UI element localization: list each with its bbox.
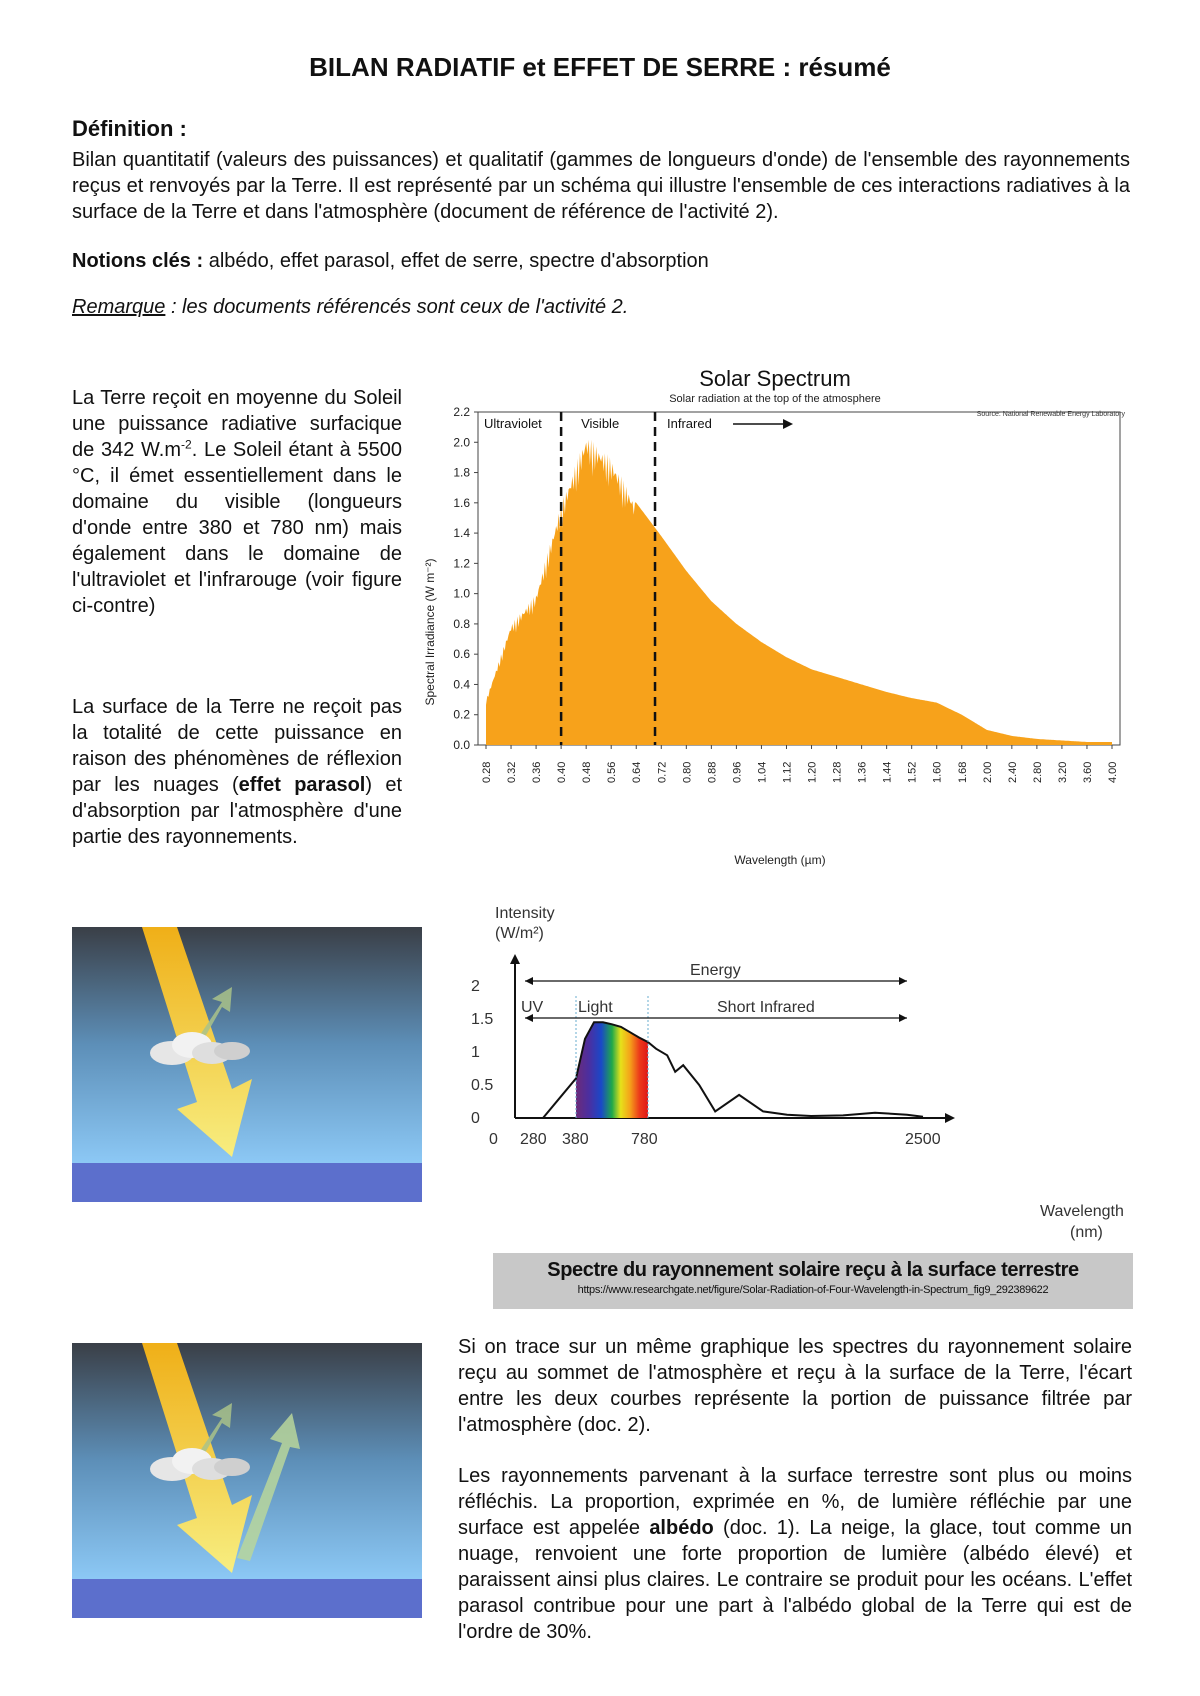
chart1-xtick-label: 2.40 — [1006, 761, 1019, 783]
chart1-xtick-label: 0.56 — [606, 761, 619, 783]
chart1-xtick-label: 1.04 — [756, 761, 769, 783]
surface-spectrum-chart — [471, 896, 1145, 1251]
chart2-plot-area — [471, 954, 955, 1148]
para4-bold: albédo — [649, 1517, 714, 1539]
paragraph-parasol — [72, 694, 402, 850]
chart2-xlabel-line1: Wavelength — [1040, 1203, 1124, 1220]
chart2-band-wide-arrow-right — [899, 1014, 907, 1022]
chart1-ytick-label: 1.0 — [453, 586, 470, 601]
chart1-xtick-label: 1.68 — [956, 761, 969, 783]
page-title: BILAN RADIATIF et EFFET DE SERRE : résumé — [309, 52, 891, 82]
chart1-ytick-label: 0.2 — [453, 707, 470, 722]
para2-bold: effet parasol — [238, 774, 366, 796]
remark-label: Remarque — [72, 296, 166, 318]
key-notions — [72, 248, 1130, 274]
chart1-ytick-label: 0.4 — [453, 677, 470, 692]
key-notions-text: albédo, effet parasol, effet de serre, spectre d'absorption — [203, 250, 709, 272]
paragraph-solar-power — [72, 385, 402, 619]
chart1-ytick-label: 2.0 — [453, 435, 470, 450]
figure-caption — [493, 1253, 1133, 1309]
chart1-region-visible: Visible — [581, 416, 620, 431]
chart1-xtick-label: 0.48 — [581, 761, 594, 783]
chart1-ytick-label: 0.6 — [453, 647, 470, 662]
chart1-xtick-label: 0.80 — [681, 761, 694, 783]
chart2-x-arrowhead — [945, 1113, 955, 1123]
chart2-band-energy-arrow-left — [525, 977, 533, 985]
chart1-source: Source: National Renewable Energy Laboratory — [976, 411, 1125, 418]
chart1-ylabel: Spectral Irradiance (W m⁻²) — [423, 558, 437, 706]
para4-part1: Les rayonnements parvenant à la surface terrestre sont plus ou moins réfléchis. La proportion, exprimée en %, de lumière réfléchie par une surface est appelée — [458, 1465, 1132, 1539]
ground — [72, 1579, 422, 1618]
chart1-xtick-label: 0.36 — [531, 761, 544, 783]
definition-heading: Définition : — [72, 116, 187, 141]
chart1-xtick-label: 3.60 — [1081, 761, 1094, 783]
para2-part1: La surface de la Terre ne reçoit pas la totalité de cette puissance en raison des phénomènes de réflexion par les nuages ( — [72, 696, 402, 796]
chart1-xtick-label: 1.52 — [906, 761, 919, 783]
chart2-ytick-label: 0.5 — [471, 1077, 494, 1094]
ground — [72, 1163, 422, 1202]
chart2-xtick-label: 280 — [520, 1131, 547, 1148]
chart1-ytick-label: 1.6 — [453, 495, 470, 510]
solar-spectrum-chart — [420, 362, 1135, 872]
chart1-ytick-label: 1.4 — [453, 526, 470, 541]
chart2-xtick-label: 2500 — [905, 1131, 941, 1148]
chart2-band-infrared-label: Short Infrared — [717, 999, 815, 1016]
chart1-xtick-label: 1.12 — [781, 761, 794, 783]
chart1-xlabel: Wavelength (µm) — [734, 853, 826, 867]
para1-part1: La Terre reçoit en moyenne du Soleil une puissance radiative surfacique de 342 W.m — [72, 387, 402, 461]
chart2-xlabel-line2: (nm) — [1070, 1224, 1103, 1241]
chart2-band-energy-arrow-right — [899, 977, 907, 985]
chart2-band-uv-label: UV — [521, 999, 544, 1016]
chart2-xtick-label: 780 — [631, 1131, 658, 1148]
chart1-xtick-label: 2.80 — [1031, 761, 1044, 783]
chart1-subtitle: Solar radiation at the top of the atmosphere — [669, 393, 881, 405]
chart1-xtick-label: 3.20 — [1056, 761, 1069, 783]
chart1-plot-area — [453, 405, 1120, 783]
chart2-ytick-label: 2 — [471, 978, 480, 995]
chart1-ytick-label: 1.2 — [453, 556, 470, 571]
chart1-ytick-label: 1.8 — [453, 465, 470, 480]
chart1-xtick-label: 1.36 — [856, 761, 869, 783]
chart1-ytick-label: 0.0 — [453, 738, 470, 752]
chart1-xtick-label: 2.00 — [981, 761, 994, 783]
chart1-xtick-label: 0.32 — [506, 761, 519, 783]
key-notions-label: Notions clés : — [72, 250, 204, 272]
chart2-xtick-label: 0 — [489, 1131, 498, 1148]
chart1-xtick-label: 0.88 — [706, 761, 719, 783]
chart2-ytick-label: 1 — [471, 1044, 480, 1061]
chart2-band-light-label: Light — [578, 999, 613, 1016]
para1-exponent: -2 — [181, 437, 192, 452]
chart2-ytick-label: 1.5 — [471, 1011, 494, 1028]
chart1-xtick-label: 0.64 — [631, 761, 644, 783]
chart1-xtick-label: 1.28 — [831, 761, 844, 783]
chart1-xtick-label: 1.20 — [806, 761, 819, 783]
remark — [72, 294, 1130, 320]
parasol-effect-diagram — [72, 927, 422, 1202]
chart1-ytick-label: 2.2 — [453, 405, 470, 419]
chart2-ytick-label: 0 — [471, 1110, 480, 1127]
definition-text: Bilan quantitatif (valeurs des puissances) et qualitatif (gammes de longueurs d'onde) de l'ensemble des rayonnements reçus et renvoyés par la Terre. Il est représenté par un schéma qui illustre l'ensemble de ces interactions radiatives à la surface de la Terre et dans l'atmosphère (document de référence de l'activité 2). — [72, 149, 1130, 223]
chart1-xtick-label: 0.96 — [731, 761, 744, 783]
chart1-xtick-label: 0.72 — [656, 761, 669, 783]
albedo-diagram — [72, 1343, 422, 1618]
chart2-xtick-label: 380 — [562, 1131, 589, 1148]
chart1-xtick-label: 1.60 — [931, 761, 944, 783]
chart1-title: Solar Spectrum — [699, 366, 851, 391]
para4-part2: (doc. 1). La neige, la glace, tout comme un nuage, renvoient une forte proportion de lumière (albédo élevé) et paraissent ainsi plus claires. Le contraire se produit pour les océans. L'effet parasol contribue pour une part à l'albédo global de la Terre qui est de l'ordre de 30%. — [458, 1517, 1132, 1643]
para1-part2: . Le Soleil étant à 5500 °C, il émet essentiellement dans le domaine du visible (longueurs d'onde entre 380 et 780 nm) mais également dans le domaine de l'ultraviolet et l'infrarouge (voir figure ci-contre) — [72, 439, 403, 617]
caption-title: Spectre du rayonnement solaire reçu à la surface terrestre — [547, 1259, 1079, 1281]
paragraph-atmosphere-filter: Si on trace sur un même graphique les spectres du rayonnement solaire reçu au sommet de l'atmosphère et reçu à la surface de la Terre, l'écart entre les deux courbes représente la portion de puissance filtrée par l'atmosphère (doc. 2). — [458, 1336, 1132, 1436]
chart2-ylabel-line1: Intensity — [495, 905, 555, 922]
chart2-y-arrowhead — [510, 954, 520, 964]
para2-part2: ) et d'absorption par l'atmosphère d'une partie des rayonnements. — [72, 774, 403, 848]
paragraph-albedo — [458, 1463, 1132, 1645]
chart2-ylabel-line2: (W/m²) — [495, 925, 544, 942]
sky — [72, 927, 422, 1163]
chart1-ytick-label: 0.8 — [453, 616, 470, 631]
chart2-band-energy-label: Energy — [690, 962, 741, 979]
chart1-xtick-label: 1.44 — [881, 761, 894, 783]
remark-text: : les documents référencés sont ceux de l'activité 2. — [165, 296, 629, 318]
chart1-xtick-label: 0.28 — [481, 761, 493, 783]
chart1-xtick-label: 4.00 — [1107, 761, 1119, 783]
chart1-region-infrared: Infrared — [667, 416, 712, 431]
chart1-region-uv: Ultraviolet — [484, 416, 542, 431]
chart1-xtick-label: 0.40 — [556, 761, 569, 783]
caption-source-link[interactable]: https://www.researchgate.net/figure/Solar-Radiation-of-Four-Wavelength-in-Spectrum_fig9_292389622 — [577, 1284, 1049, 1296]
